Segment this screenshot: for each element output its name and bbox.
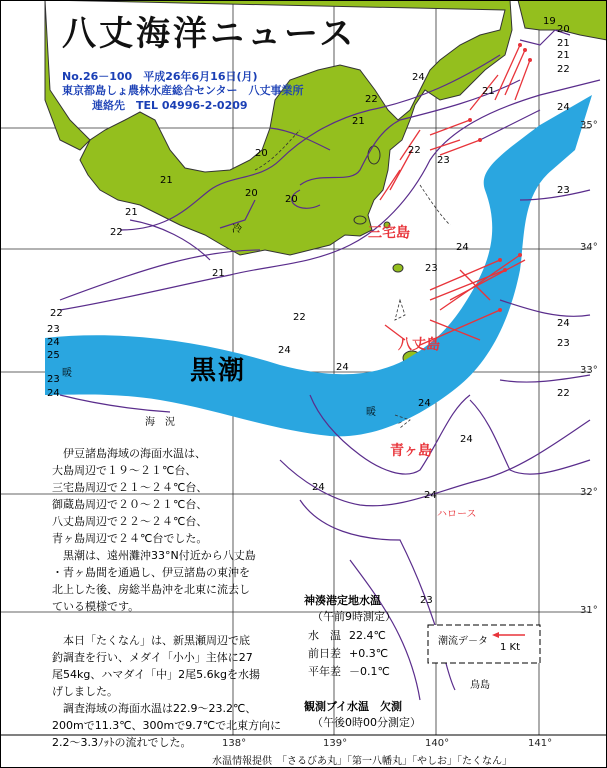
isotherm-label: 24: [47, 337, 60, 348]
table-row: [304, 626, 394, 644]
isotherm-label: 24: [47, 388, 60, 399]
lon-label: 139°: [323, 738, 348, 749]
contact-line: 連絡先 TEL 04996-2-0209: [92, 99, 248, 112]
isotherm-label: 22: [110, 227, 123, 238]
isotherm-label: 24: [557, 318, 570, 329]
isotherm-label: 22: [293, 312, 306, 323]
miyake-label: 三宅島: [368, 225, 410, 241]
port-temp-subtitle: （午前9時測定）: [312, 610, 396, 623]
warm-label-2: 暖: [366, 407, 376, 418]
page-title: 八丈海洋ニュース: [62, 14, 357, 54]
isotherm-label: 19: [543, 16, 556, 27]
table-row: [304, 662, 394, 680]
isotherm-label: 23: [425, 263, 438, 274]
isotherm-label: 21: [125, 207, 138, 218]
isotherm-label: 22: [557, 64, 570, 75]
lon-label: 140°: [425, 738, 450, 749]
isotherm-label: 21: [557, 38, 570, 49]
table-row: [304, 644, 394, 662]
issue-line: No.26－100 平成26年6月16日(月): [62, 70, 258, 83]
isotherm-label: 24: [557, 102, 570, 113]
aogashima-label: 青ヶ島: [390, 443, 432, 459]
lat-label: 35°: [580, 120, 598, 131]
isotherm-label: 20: [285, 194, 298, 205]
isotherm-label: 21: [160, 175, 173, 186]
row-value: 22.4℃: [349, 628, 386, 642]
cold-label: 冷: [232, 224, 242, 235]
lat-label: 31°: [580, 605, 598, 616]
isotherm-label: 23: [47, 324, 60, 335]
kaikyo-label: 海 況: [145, 417, 175, 428]
legend-title: 潮流デ－タ: [438, 636, 488, 647]
org-line: 東京都島しょ農林水産総合センター 八丈事業所: [62, 84, 304, 97]
lat-label: 34°: [580, 242, 598, 253]
isotherm-label: 23: [420, 595, 433, 606]
lat-label: 32°: [580, 487, 598, 498]
lon-label: 141°: [528, 738, 553, 749]
isotherm-label: 22: [557, 388, 570, 399]
port-temp-table: [304, 626, 394, 680]
isotherm-label: 24: [460, 434, 473, 445]
hachijo-label: 八丈島: [398, 337, 440, 353]
isotherm-label: 22: [408, 145, 421, 156]
torishima-label: 鳥島: [470, 680, 490, 691]
isotherm-label: 23: [557, 338, 570, 349]
row-value: －0.1℃: [349, 665, 390, 678]
isotherm-label: 21: [212, 268, 225, 279]
row-label: 前日差: [308, 647, 341, 660]
lat-label: 33°: [580, 365, 598, 376]
isotherm-label: 22: [365, 94, 378, 105]
kuroshio-label: 黒潮: [190, 356, 247, 386]
isotherm-label: 24: [456, 242, 469, 253]
isotherm-label: 24: [412, 72, 425, 83]
isotherm-label: 24: [312, 482, 325, 493]
row-label: 平年差: [308, 665, 341, 678]
isotherm-label: 20: [255, 148, 268, 159]
footer-provider: 水温情報提供 「さるびあ丸」「第一八幡丸」「やしお」「たくなん」: [212, 756, 512, 767]
hallows-label: ハロース: [437, 509, 477, 520]
port-temp-panel: [304, 592, 421, 730]
port-temp-title: 神湊港定地水温: [304, 594, 381, 607]
buoy-title: 観測ブイ水温 欠測: [304, 700, 403, 713]
isotherm-label: 20: [557, 24, 570, 35]
isotherm-label: 20: [245, 188, 258, 199]
row-label: 水 温: [308, 629, 341, 642]
lon-label: 138°: [222, 738, 247, 749]
isotherm-label: 21: [482, 86, 495, 97]
isotherm-label: 23: [437, 155, 450, 166]
isotherm-label: 24: [424, 490, 437, 501]
isotherm-label: 23: [557, 185, 570, 196]
isotherm-label: 24: [336, 362, 349, 373]
legend-scale: 1 Kt: [500, 642, 521, 653]
isotherm-label: 24: [278, 345, 291, 356]
isotherm-label: 23: [47, 374, 60, 385]
isotherm-label: 24: [418, 398, 431, 409]
isotherm-label: 25: [47, 350, 60, 361]
isotherm-label: 21: [557, 50, 570, 61]
buoy-subtitle: （午後0時00分測定）: [312, 716, 421, 729]
isotherm-label: 22: [50, 308, 63, 319]
warm-label-1: 暖: [62, 368, 72, 379]
isotherm-label: 21: [352, 116, 365, 127]
row-value: +0.3℃: [349, 646, 389, 660]
report-text: 伊豆諸島海域の海面水温は、 大島周辺で１９～２１℃台、 三宅島周辺で２１～２４℃台、 御蔵島周辺で２０～２１℃台、 八丈島周辺で２２～２４℃台、 青ヶ島周辺で２４℃台でした。 黒潮は、遠州灘沖33°N付近から八丈島 ・青ヶ島間を通過し、伊豆諸島の東沖を 北上した後、房総半島沖を北東に流去し ている模様です。 本日「たくなん」は、新黒瀬周辺で底 釣調査を行い、メダイ「小小」主体に27 尾54kg、ハマダイ「中」2尾5.6kgを水揚 げしました。 調査海域の海面水温は22.9～23.2℃、 200mで11.3℃、300mで9.7℃で北東方向に 2.2～3.3ﾉｯﾄの流れでした。: [52, 447, 282, 749]
